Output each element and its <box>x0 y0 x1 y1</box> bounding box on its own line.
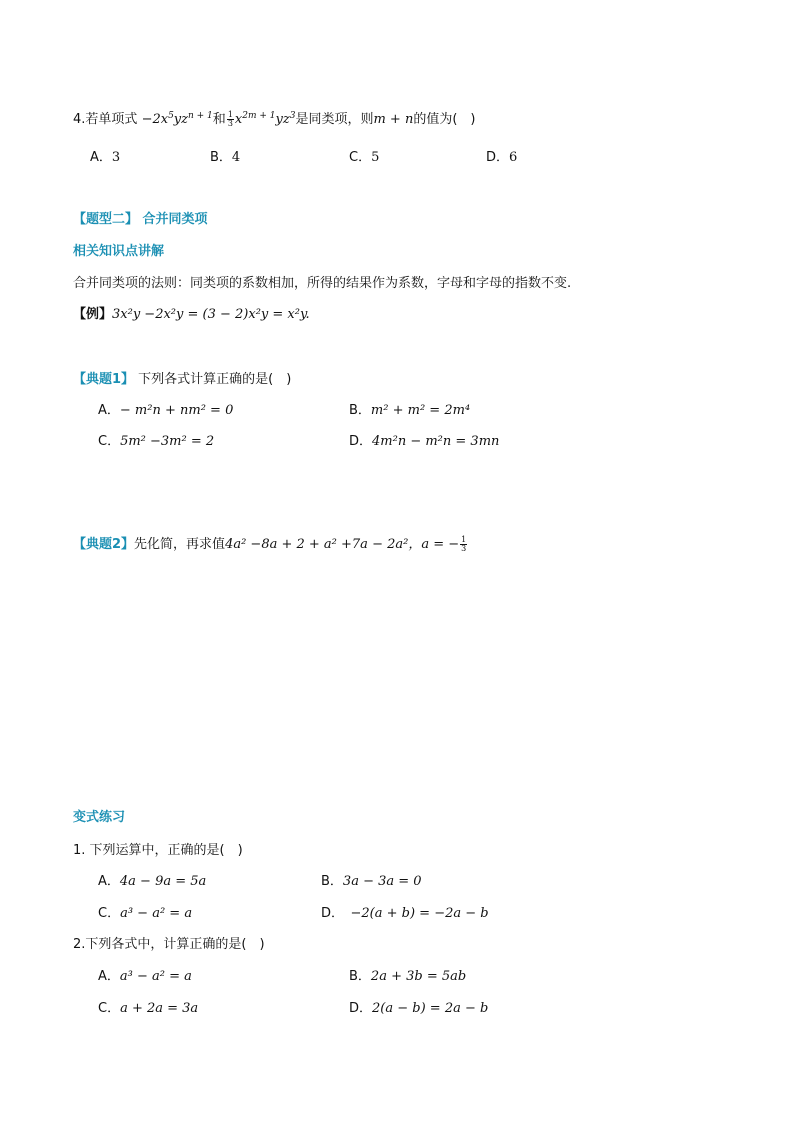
practice-title: 变式练习 <box>73 810 126 825</box>
practice-q2-stem: 2.下列各式中，计算正确的是( ) <box>73 937 265 952</box>
option-d[interactable]: D．6 <box>486 150 518 165</box>
dianti-2-stem <box>73 533 468 553</box>
section-title: 【题型二】 合并同类项 <box>73 212 208 227</box>
dianti-1-option-a[interactable]: A．− m²n + nm² = 0 <box>98 403 234 418</box>
practice-q1-stem: 1. 下列运算中，正确的是( ) <box>73 843 243 858</box>
monomial-2: $x^{2m + 1}yz^3$ <box>234 111 296 127</box>
question-suffix-2: 的值为( ) <box>413 112 476 127</box>
rule-text: 合并同类项的法则：同类项的系数相加，所得的结果作为系数，字母和字母的指数不变. <box>73 276 572 291</box>
example-label: 【例】 <box>73 307 113 322</box>
question-4-stem <box>73 108 475 128</box>
practice-q2-option-c[interactable]: C．a + 2a = 3a <box>98 1001 199 1016</box>
practice-q2-option-b[interactable]: B．2a + 3b = 5ab <box>349 969 467 984</box>
dianti-1-text: 下列各式计算正确的是( ) <box>134 372 292 387</box>
option-b[interactable]: B．4 <box>210 150 241 165</box>
practice-q1-option-d[interactable]: D． −2(a + b) = −2a − b <box>321 906 489 921</box>
practice-q2-option-a[interactable]: A．a³ − a² = a <box>98 969 192 984</box>
expression: m + n <box>373 112 414 127</box>
dianti-1-label: 【典题1】 <box>73 372 135 387</box>
practice-q1-option-b[interactable]: B．3a − 3a = 0 <box>321 874 422 889</box>
practice-q1-option-c[interactable]: C．a³ − a² = a <box>98 906 193 921</box>
fraction: $\frac{1}{3}$ <box>461 535 467 553</box>
fraction: $\frac{1}{3}$ <box>227 110 233 128</box>
dianti-1-stem <box>73 368 291 387</box>
dianti-2-expression: 4a² −8a + 2 + a² +7a − 2a²，a = − <box>225 537 460 552</box>
practice-q1-option-a[interactable]: A．4a − 9a = 5a <box>98 874 207 889</box>
dianti-2-text: 先化简，再求值 <box>134 537 226 552</box>
section-subtitle: 相关知识点讲解 <box>73 244 165 259</box>
question-number: 4. <box>73 112 86 127</box>
dianti-1-option-d[interactable]: D．4m²n − m²n = 3mn <box>349 434 500 449</box>
option-c[interactable]: C．5 <box>349 150 380 165</box>
dianti-2-label: 【典题2】 <box>73 537 135 552</box>
and-text: 和 <box>212 112 226 127</box>
example-expression: 3x²y −2x²y = (3 − 2)x²y = x²y. <box>112 307 310 322</box>
question-prefix: 若单项式 <box>85 112 138 127</box>
dianti-1-option-c[interactable]: C．5m² −3m² = 2 <box>98 434 215 449</box>
practice-q2-option-d[interactable]: D．2(a − b) = 2a − b <box>349 1001 489 1016</box>
example-line <box>73 303 310 322</box>
dianti-1-option-b[interactable]: B．m² + m² = 2m⁴ <box>349 403 471 418</box>
question-suffix: 是同类项，则 <box>295 112 374 127</box>
option-a[interactable]: A．3 <box>90 150 121 165</box>
monomial-1: $-2x^5yz^{n + 1}$ <box>141 111 213 127</box>
